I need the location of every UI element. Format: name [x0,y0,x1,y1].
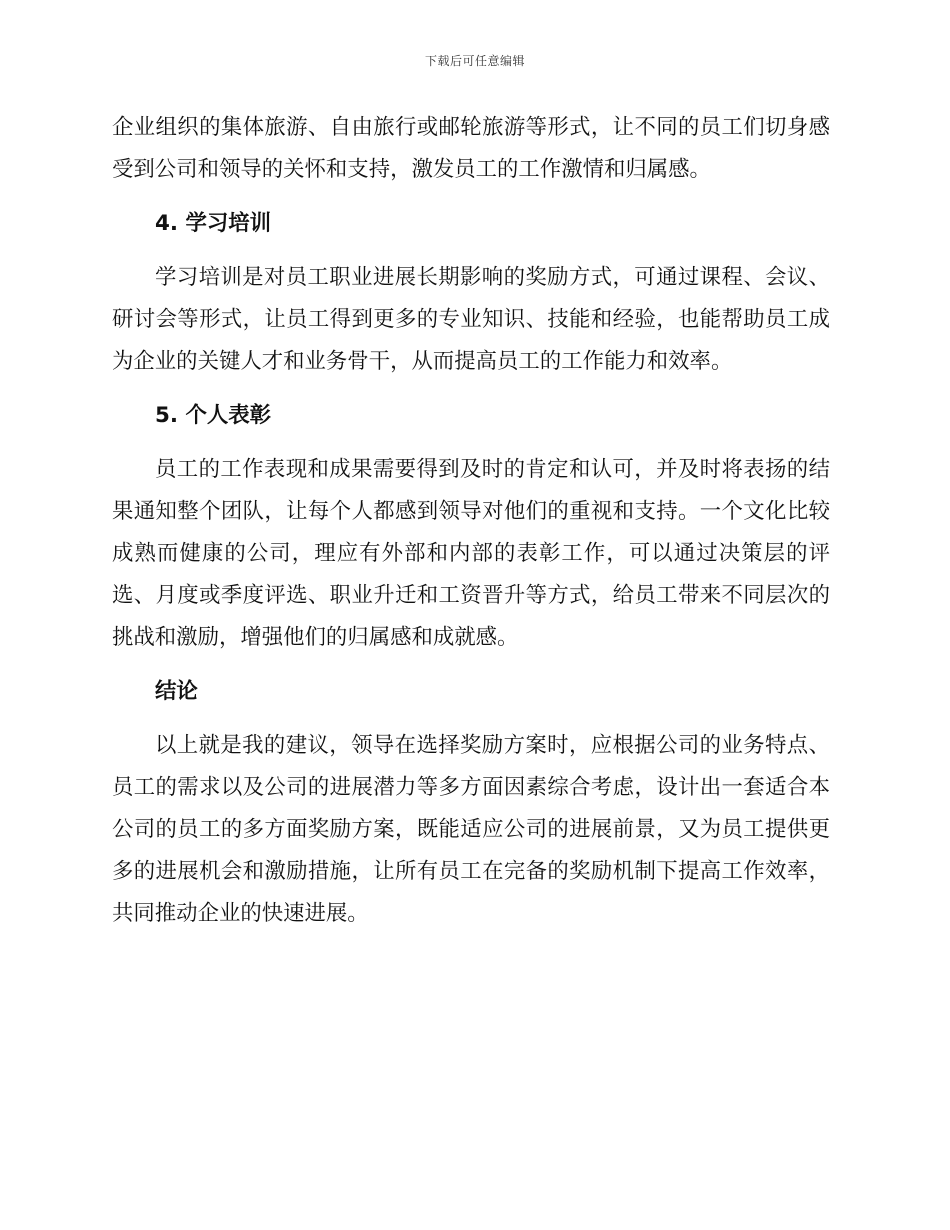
intro-paragraph: 企业组织的集体旅游、自由旅行或邮轮旅游等形式，让不同的员工们切身感受到公司和领导的关怀和支持，激发员工的工作激情和归属感。 [112,115,830,182]
recognition-paragraph: 员工的工作表现和成果需要得到及时的肯定和认可，并及时将表扬的结果通知整个团队，让每个人都感到领导对他们的重视和支持。一个文化比较成熟而健康的公司，理应有外部和内部的表彰工作，可以通过决策层的评选、月度或季度评选、职业升迁和工资晋升等方式，给员工带来不同层次的挑战和激励，增强他们的归属感和成就感。 [112,457,830,650]
section-heading-training: 4. 学习培训 [155,211,272,236]
conclusion-paragraph: 以上就是我的建议，领导在选择奖励方案时，应根据公司的业务特点、员工的需求以及公司的进展潜力等多方面因素综合考虑，设计出一套适合本公司的员工的多方面奖励方案，既能适应公司的进展前景，又为员工提供更多的进展机会和激励措施，让所有员工在完备的奖励机制下提高工作效率，共同推动企业的快速进展。 [112,733,830,926]
section-heading-conclusion: 结论 [155,679,198,704]
section-heading-recognition: 5. 个人表彰 [155,403,272,428]
page-header-note: 下载后可任意编辑 [424,54,525,68]
document-body [112,107,830,935]
training-paragraph: 学习培训是对员工职业进展长期影响的奖励方式，可通过课程、会议、研讨会等形式，让员工得到更多的专业知识、技能和经验，也能帮助员工成为企业的关键人才和业务骨干，从而提高员工的工作能力和效率。 [112,265,830,374]
